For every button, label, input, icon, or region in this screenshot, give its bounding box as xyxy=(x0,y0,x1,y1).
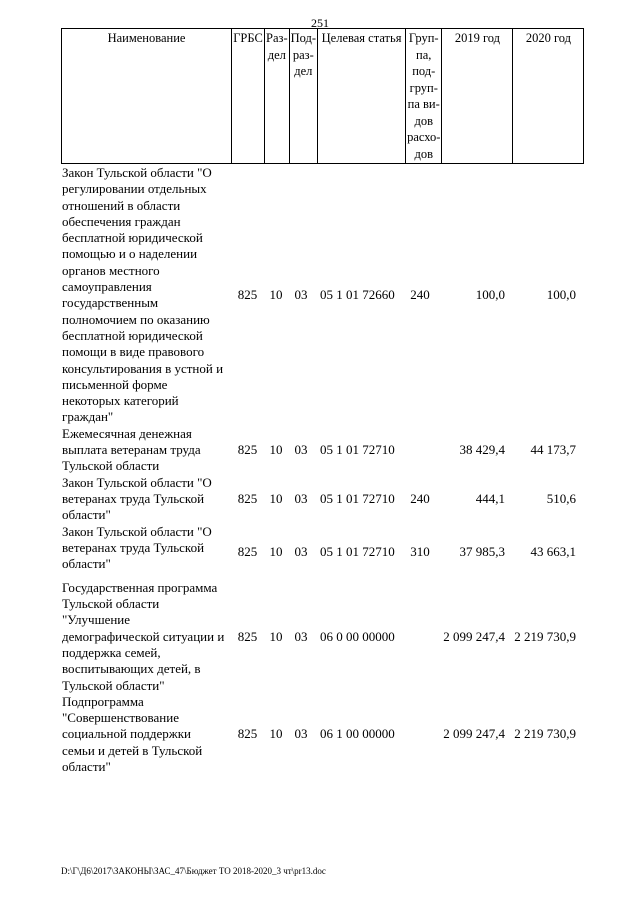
header-podrazdel: Под-раз-дел xyxy=(289,29,317,164)
table-row xyxy=(61,426,580,475)
page-number: 251 xyxy=(311,16,329,30)
header-name: Наименование xyxy=(62,29,232,164)
row-name: Закон Тульской области "О ветеранах труда Тульской области" xyxy=(62,474,212,523)
header-expense-group: Груп-па, под-груп-па ви-дов расхо-дов xyxy=(406,29,442,164)
row-expense-group xyxy=(402,694,438,775)
row-razdel: 10 xyxy=(269,628,283,644)
row-target-article: 05 1 01 72710 xyxy=(320,442,395,458)
row-razdel: 10 xyxy=(269,287,283,303)
budget-table xyxy=(61,165,580,775)
row-podrazdel: 03 xyxy=(294,628,308,644)
row-grbs: 825 xyxy=(237,287,258,303)
row-razdel: 10 xyxy=(269,726,283,742)
row-razdel: 10 xyxy=(269,543,283,559)
row-expense-group xyxy=(402,580,438,694)
row-expense-group: 240 xyxy=(410,491,430,507)
row-podrazdel: 03 xyxy=(294,491,308,507)
file-path-footer: D:\Г\Д6\2017\ЗАКОНЫ\ЗАС_47\Бюджет ТО 2018-2020_3 чт\pr13.doc xyxy=(61,866,326,876)
table-row xyxy=(61,580,580,694)
row-grbs: 825 xyxy=(237,491,258,507)
row-expense-group: 240 xyxy=(410,287,430,303)
row-year-2019: 2 099 247,4 xyxy=(443,726,505,742)
row-podrazdel: 03 xyxy=(294,442,308,458)
row-year-2020: 43 663,1 xyxy=(530,543,576,559)
row-name: Ежемесячная денежная выплата ветеранам труда Тульской области xyxy=(62,425,201,474)
row-expense-group xyxy=(402,426,438,475)
row-year-2020: 2 219 730,9 xyxy=(514,726,576,742)
table-row xyxy=(61,524,580,580)
row-razdel: 10 xyxy=(269,491,283,507)
row-year-2019: 100,0 xyxy=(475,287,505,303)
row-target-article: 05 1 01 72660 xyxy=(320,287,395,303)
row-grbs: 825 xyxy=(237,726,258,742)
header-year-2019: 2019 год xyxy=(442,29,513,164)
row-target-article: 06 1 00 00000 xyxy=(320,726,395,742)
table-row xyxy=(61,165,580,426)
row-year-2020: 510,6 xyxy=(546,491,576,507)
table-row xyxy=(61,694,580,775)
row-grbs: 825 xyxy=(237,442,258,458)
row-year-2019: 37 985,3 xyxy=(459,543,505,559)
row-podrazdel: 03 xyxy=(294,726,308,742)
header-target-article: Целевая статья xyxy=(318,29,406,164)
header-year-2020: 2020 год xyxy=(513,29,584,164)
row-year-2020: 2 219 730,9 xyxy=(514,628,576,644)
table-row xyxy=(61,475,580,524)
row-year-2019: 2 099 247,4 xyxy=(443,628,505,644)
row-year-2020: 44 173,7 xyxy=(530,442,576,458)
row-year-2019: 444,1 xyxy=(475,491,505,507)
row-expense-group: 310 xyxy=(410,543,430,559)
row-target-article: 05 1 01 72710 xyxy=(320,491,395,507)
row-name: Государственная программа Тульской области "Улучшение демографической ситуации и поддержка семей, воспитывающих детей, в Тульской области" xyxy=(62,579,225,693)
row-grbs: 825 xyxy=(237,543,258,559)
header-grbs: ГРБС xyxy=(232,29,265,164)
table-header xyxy=(61,28,584,164)
row-podrazdel: 03 xyxy=(294,543,308,559)
row-target-article: 06 0 00 00000 xyxy=(320,628,395,644)
row-target-article: 05 1 01 72710 xyxy=(320,543,395,559)
row-podrazdel: 03 xyxy=(294,287,308,303)
header-razdel: Раз-дел xyxy=(265,29,290,164)
row-name: Закон Тульской области "О регулировании отдельных отношений в области обеспечения граждан бесплатной юридической помощью и о наделении органов местного самоуправления государственным полномочием по оказанию бесплатной юридической помощи в виде правового консультирования в устной и письменной форме некоторых категорий граждан" xyxy=(62,165,224,425)
row-name: Подпрограмма "Совершенствование социальной поддержки семьи и детей в Тульской области" xyxy=(62,693,203,775)
row-name: Закон Тульской области "О ветеранах труда Тульской области" xyxy=(62,523,212,572)
row-razdel: 10 xyxy=(269,442,283,458)
row-year-2020: 100,0 xyxy=(546,287,576,303)
row-grbs: 825 xyxy=(237,628,258,644)
row-year-2019: 38 429,4 xyxy=(459,442,505,458)
